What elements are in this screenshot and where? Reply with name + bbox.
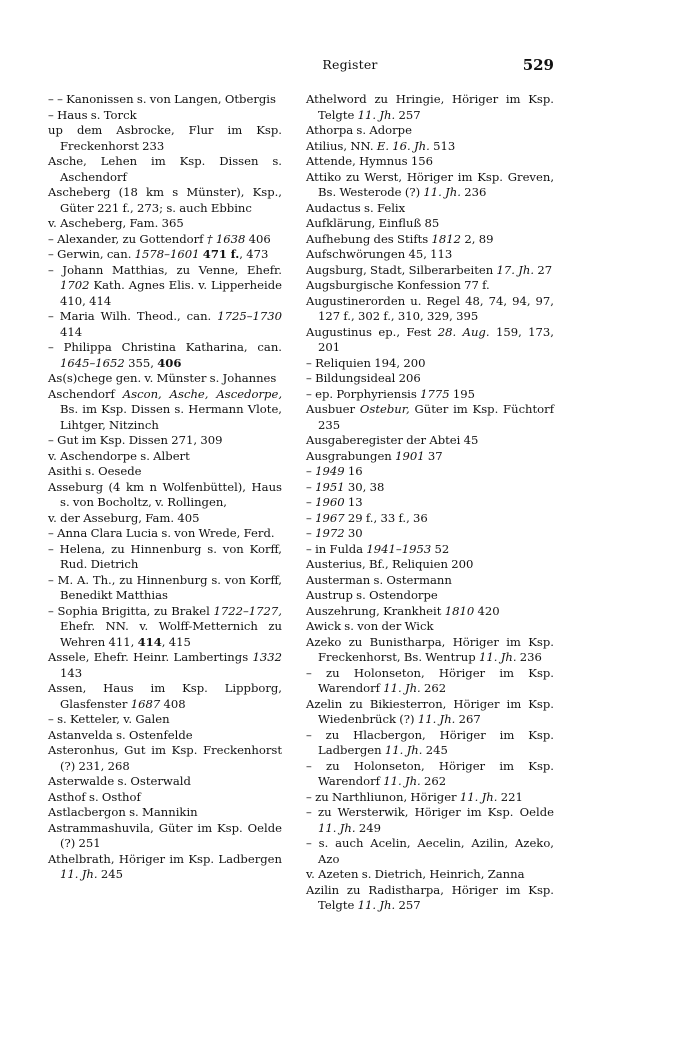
- index-entry: Attende, Hymnus 156: [306, 154, 434, 168]
- index-entry: Aschendorf Ascon, Asche, Ascedorpe, Bs. im Ksp. Dissen s. Hermann Vlote, Lihtger, Nitzinch: [48, 386, 282, 432]
- index-entry: Asthof s. Osthof: [48, 789, 141, 804]
- index-entry: Azilin zu Radistharpa, Höriger im Ksp. Telgte 11. Jh. 257: [306, 882, 554, 912]
- index-entry: Asseburg (4 km n Wolfenbüttel), Haus s. von Bocholtz, v. Rollingen,: [48, 479, 282, 509]
- index-entry: Auszehrung, Krankheit 1810 420: [306, 603, 500, 618]
- index-entry: Assele, Ehefr. Heinr. Lambertings 1332 143: [48, 650, 282, 680]
- index-entry: – – Kanonissen s. von Langen, Otbergis: [48, 92, 276, 106]
- index-column-left: [48, 92, 282, 883]
- index-entry: – Maria Wilh. Theod., can. 1725–1730 414: [48, 309, 282, 339]
- index-entry: – 1972 30: [306, 526, 363, 540]
- index-entry: v. der Asseburg, Fam. 405: [48, 510, 200, 525]
- running-head: Register: [322, 57, 378, 72]
- index-entry: Attiko zu Werst, Höriger im Ksp. Greven, Bs. Westerode (?) 11. Jh. 236: [306, 169, 554, 199]
- index-entry: – M. A. Th., zu Hinnenburg s. von Korff, Benedikt Matthias: [48, 572, 282, 602]
- index-entry: Austrup s. Ostendorpe: [306, 588, 438, 602]
- index-entry: Austerman s. Ostermann: [306, 572, 452, 587]
- index-entry: Asithi s. Oesede: [48, 464, 142, 478]
- index-entry: – Alexander, zu Gottendorf † 1638 406: [48, 231, 271, 246]
- index-entry: Ausgrabungen 1901 37: [306, 448, 443, 463]
- index-entry: Aufschwörungen 45, 113: [306, 247, 453, 261]
- index-entry: – Reliquien 194, 200: [306, 355, 426, 370]
- index-entry: v. Aschendorpe s. Albert: [48, 448, 190, 463]
- index-entry: – zu Holonseton, Höriger im Ksp. Warendorf 11. Jh. 262: [306, 665, 554, 695]
- index-entry: Augustinus ep., Fest 28. Aug. 159, 173, 201: [306, 324, 554, 354]
- index-entry: Austerius, Bf., Reliquien 200: [306, 557, 474, 571]
- index-entry: Aufhebung des Stifts 1812 2, 89: [306, 231, 494, 246]
- index-entry: – 1951 30, 38: [306, 479, 385, 494]
- index-entry: – zu Wersterwik, Höriger im Ksp. Oelde 11. Jh. 249: [306, 805, 554, 835]
- index-entry: Athelword zu Hringie, Höriger im Ksp. Telgte 11. Jh. 257: [306, 92, 554, 122]
- index-entry: Atilius, NN. E. 16. Jh. 513: [306, 138, 456, 153]
- index-entry: Ascheberg (18 km s Münster), Ksp., Güter 221 f., 273; s. auch Ebbinc: [48, 185, 282, 215]
- index-entry: v. Ascheberg, Fam. 365: [48, 216, 184, 230]
- index-entry: Assen, Haus im Ksp. Lippborg, Glasfenster 1687 408: [48, 681, 282, 711]
- index-entry: Asche, Lehen im Ksp. Dissen s. Aschendorf: [48, 154, 282, 184]
- index-entry: Augsburg, Stadt, Silberarbeiten 17. Jh. 27: [306, 262, 553, 277]
- index-entry: – zu Hlacbergon, Höriger im Ksp. Ladbergen 11. Jh. 245: [306, 727, 554, 757]
- index-entry: – Helena, zu Hinnenburg s. von Korff, Rud. Dietrich: [48, 541, 282, 571]
- page-number: 529: [522, 56, 554, 74]
- index-entry: Augsburgische Konfession 77 f.: [306, 278, 490, 292]
- index-entry: – 1967 29 f., 33 f., 36: [306, 510, 428, 525]
- index-entry: Athorpa s. Adorpe: [306, 123, 412, 137]
- index-entry: – zu Narthliunon, Höriger 11. Jh. 221: [306, 789, 523, 804]
- index-entry: Audactus s. Felix: [306, 200, 406, 215]
- index-entry: Aufklärung, Einfluß 85: [306, 216, 440, 230]
- index-entry: Astrammashuvila, Güter im Ksp. Oelde (?) 251: [48, 820, 282, 850]
- index-entry: v. Azeten s. Dietrich, Heinrich, Zanna: [306, 867, 525, 881]
- index-entry: – s. auch Acelin, Aecelin, Azilin, Azeko, Azo: [306, 836, 554, 866]
- index-entry: – ep. Porphyriensis 1775 195: [306, 386, 476, 401]
- index-entry: – 1949 16: [306, 464, 363, 478]
- index-entry: Asterwalde s. Osterwald: [48, 774, 191, 788]
- index-entry: – Sophia Brigitta, zu Brakel 1722–1727, Ehefr. NN. v. Wolff-Metternich zu Wehren 411, 414, 415: [48, 603, 282, 649]
- index-entry: Ausgaberegister der Abtei 45: [306, 433, 479, 447]
- index-entry: – Gerwin, can. 1578–1601 471 f., 473: [48, 247, 269, 261]
- index-entry: – Bildungsideal 206: [306, 371, 421, 385]
- index-entry: up dem Asbrocke, Flur im Ksp. Freckenhorst 233: [48, 123, 282, 153]
- index-entry: – Anna Clara Lucia s. von Wrede, Ferd.: [48, 526, 275, 540]
- index-entry: Ausbuer Ostebur, Güter im Ksp. Füchtorf 235: [306, 402, 554, 432]
- index-entry: Augustinerorden u. Regel 48, 74, 94, 97, 127 f., 302 f., 310, 329, 395: [306, 293, 554, 323]
- index-entry: Azelin zu Bikiesterron, Höriger im Ksp. Wiedenbrück (?) 11. Jh. 267: [306, 696, 554, 726]
- index-entry: Asteronhus, Gut im Ksp. Freckenhorst (?) 231, 268: [48, 743, 282, 773]
- index-entry: – Philippa Christina Katharina, can. 1645–1652 355, 406: [48, 340, 282, 370]
- index-entry: – Haus s. Torck: [48, 107, 137, 122]
- index-entry: As(s)chege gen. v. Münster s. Johannes: [48, 371, 277, 385]
- index-entry: Athelbrath, Höriger im Ksp. Ladbergen 11. Jh. 245: [48, 851, 282, 881]
- index-entry: – Gut im Ksp. Dissen 271, 309: [48, 433, 223, 447]
- index-entry: – Johann Matthias, zu Venne, Ehefr. 1702 Kath. Agnes Elis. v. Lipperheide 410, 414: [48, 262, 282, 308]
- index-entry: Awick s. von der Wick: [306, 619, 434, 633]
- index-entry: – zu Holonseton, Höriger im Ksp. Warendorf 11. Jh. 262: [306, 758, 554, 788]
- index-entry: – in Fulda 1941–1953 52: [306, 541, 450, 556]
- index-entry: – 1960 13: [306, 495, 363, 509]
- page-header: [0, 57, 700, 79]
- index-entry: Astlacbergon s. Mannikin: [48, 805, 198, 819]
- index-entry: Astanvelda s. Ostenfelde: [48, 727, 193, 742]
- index-column-right: [306, 92, 554, 914]
- index-entry: – s. Ketteler, v. Galen: [48, 712, 170, 726]
- index-entry: Azeko zu Bunistharpa, Höriger im Ksp. Freckenhorst, Bs. Wentrup 11. Jh. 236: [306, 634, 554, 664]
